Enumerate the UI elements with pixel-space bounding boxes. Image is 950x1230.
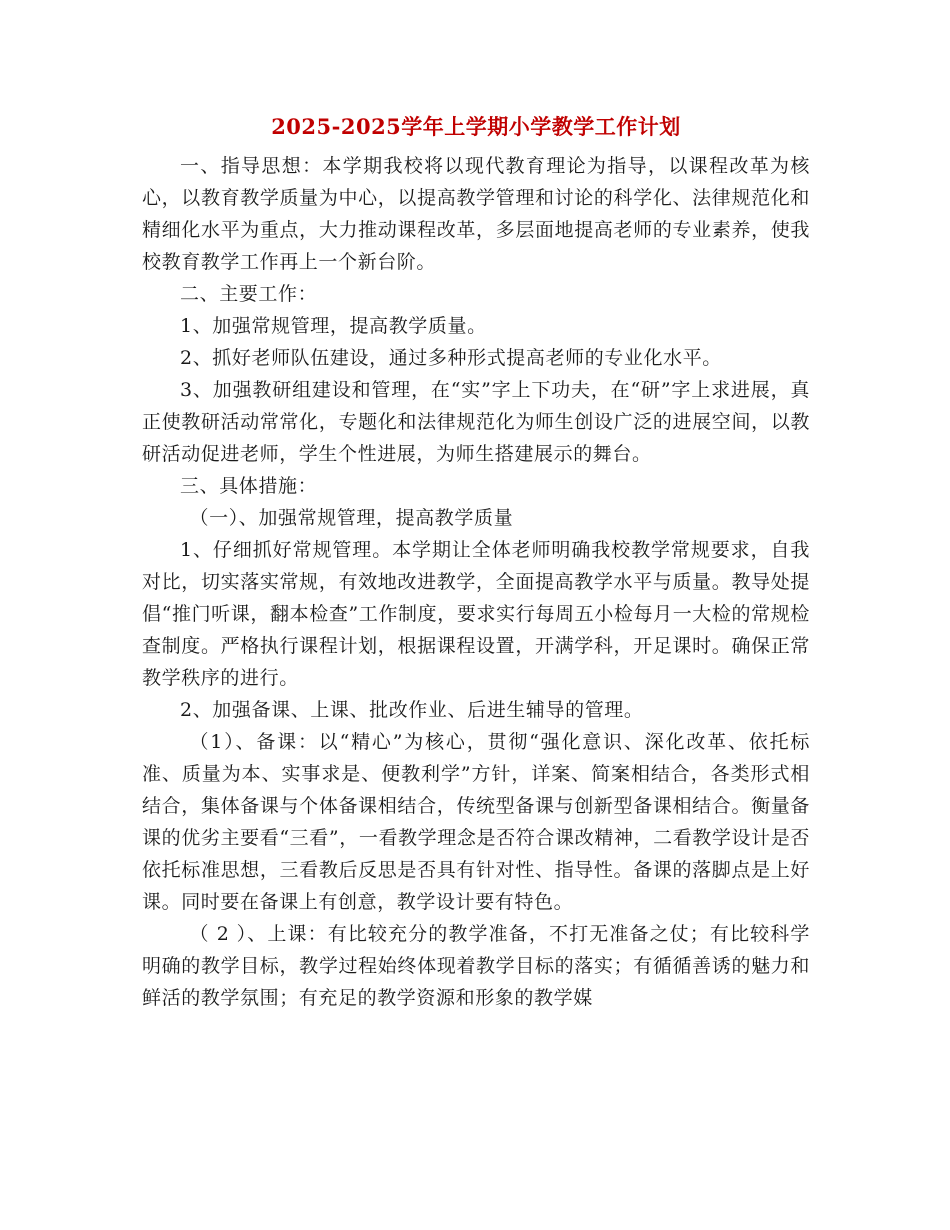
paragraph-measures-subheading-1: （一）、加强常规管理，提高教学质量 bbox=[189, 507, 514, 529]
document-page bbox=[142, 112, 810, 1014]
paragraph-lesson-prep: （1）、备课：以“精心”为核心，贯彻“强化意识、深化改革、依托标准、质量为本、实事求是、便教利学”方针，详案、简案相结合，各类形式相结合，集体备课与个体备课相结合，传统型备课与创新型备课相结合。衡量备课的优劣主要看“三看”，一看教学理念是否符合课改精神，二看教学设计是否依托标准思想，三看教后反思是否具有针对性、指导性。备课的落脚点是上好课。同时要在备课上有创意，教学设计要有特色。 bbox=[142, 731, 810, 913]
paragraph-main-work-1: 1、加强常规管理，提高教学质量。 bbox=[180, 315, 487, 337]
paragraph-main-work-heading: 二、主要工作： bbox=[180, 283, 318, 305]
paragraph-measures-2: 2、加强备课、上课、批改作业、后进生辅导的管理。 bbox=[180, 699, 644, 721]
document-title: 2025-2025学年上学期小学教学工作计划 bbox=[271, 114, 681, 139]
paragraph-measures-heading: 三、具体措施： bbox=[180, 475, 318, 497]
paragraph-main-work-3: 3、加强教研组建设和管理，在“实”字上下功夫，在“研”字上求进展，真正使教研活动常常化，专题化和法律规范化为师生创设广泛的进展空间，以教研活动促进老师，学生个性进展，为师生搭建展示的舞台。 bbox=[142, 379, 810, 465]
paragraph-main-work-2: 2、抓好老师队伍建设，通过多种形式提高老师的专业化水平。 bbox=[180, 347, 722, 369]
paragraph-measures-1: 1、仔细抓好常规管理。本学期让全体老师明确我校教学常规要求，自我对比，切实落实常规，有效地改进教学，全面提高教学水平与质量。教导处提倡“推门听课，翻本检查”工作制度，要求实行每周五小检每月一大检的常规检查制度。严格执行课程计划，根据课程设置，开满学科，开足课时。确保正常教学秩序的进行。 bbox=[142, 539, 810, 689]
paragraph-class-teaching: （ 2 ）、上课：有比较充分的教学准备，不打无准备之仗；有比较科学明确的教学目标，教学过程始终体现着教学目标的落实；有循循善诱的魅力和鲜活的教学氛围；有充足的教学资源和形象的教学媒 bbox=[142, 923, 810, 1009]
paragraph-guiding-ideology: 一、指导思想：本学期我校将以现代教育理论为指导，以课程改革为核心，以教育教学质量为中心，以提高教学管理和讨论的科学化、法律规范化和精细化水平为重点，大力推动课程改革，多层面地提高老师的专业素养，使我校教育教学工作再上一个新台阶。 bbox=[142, 155, 810, 273]
